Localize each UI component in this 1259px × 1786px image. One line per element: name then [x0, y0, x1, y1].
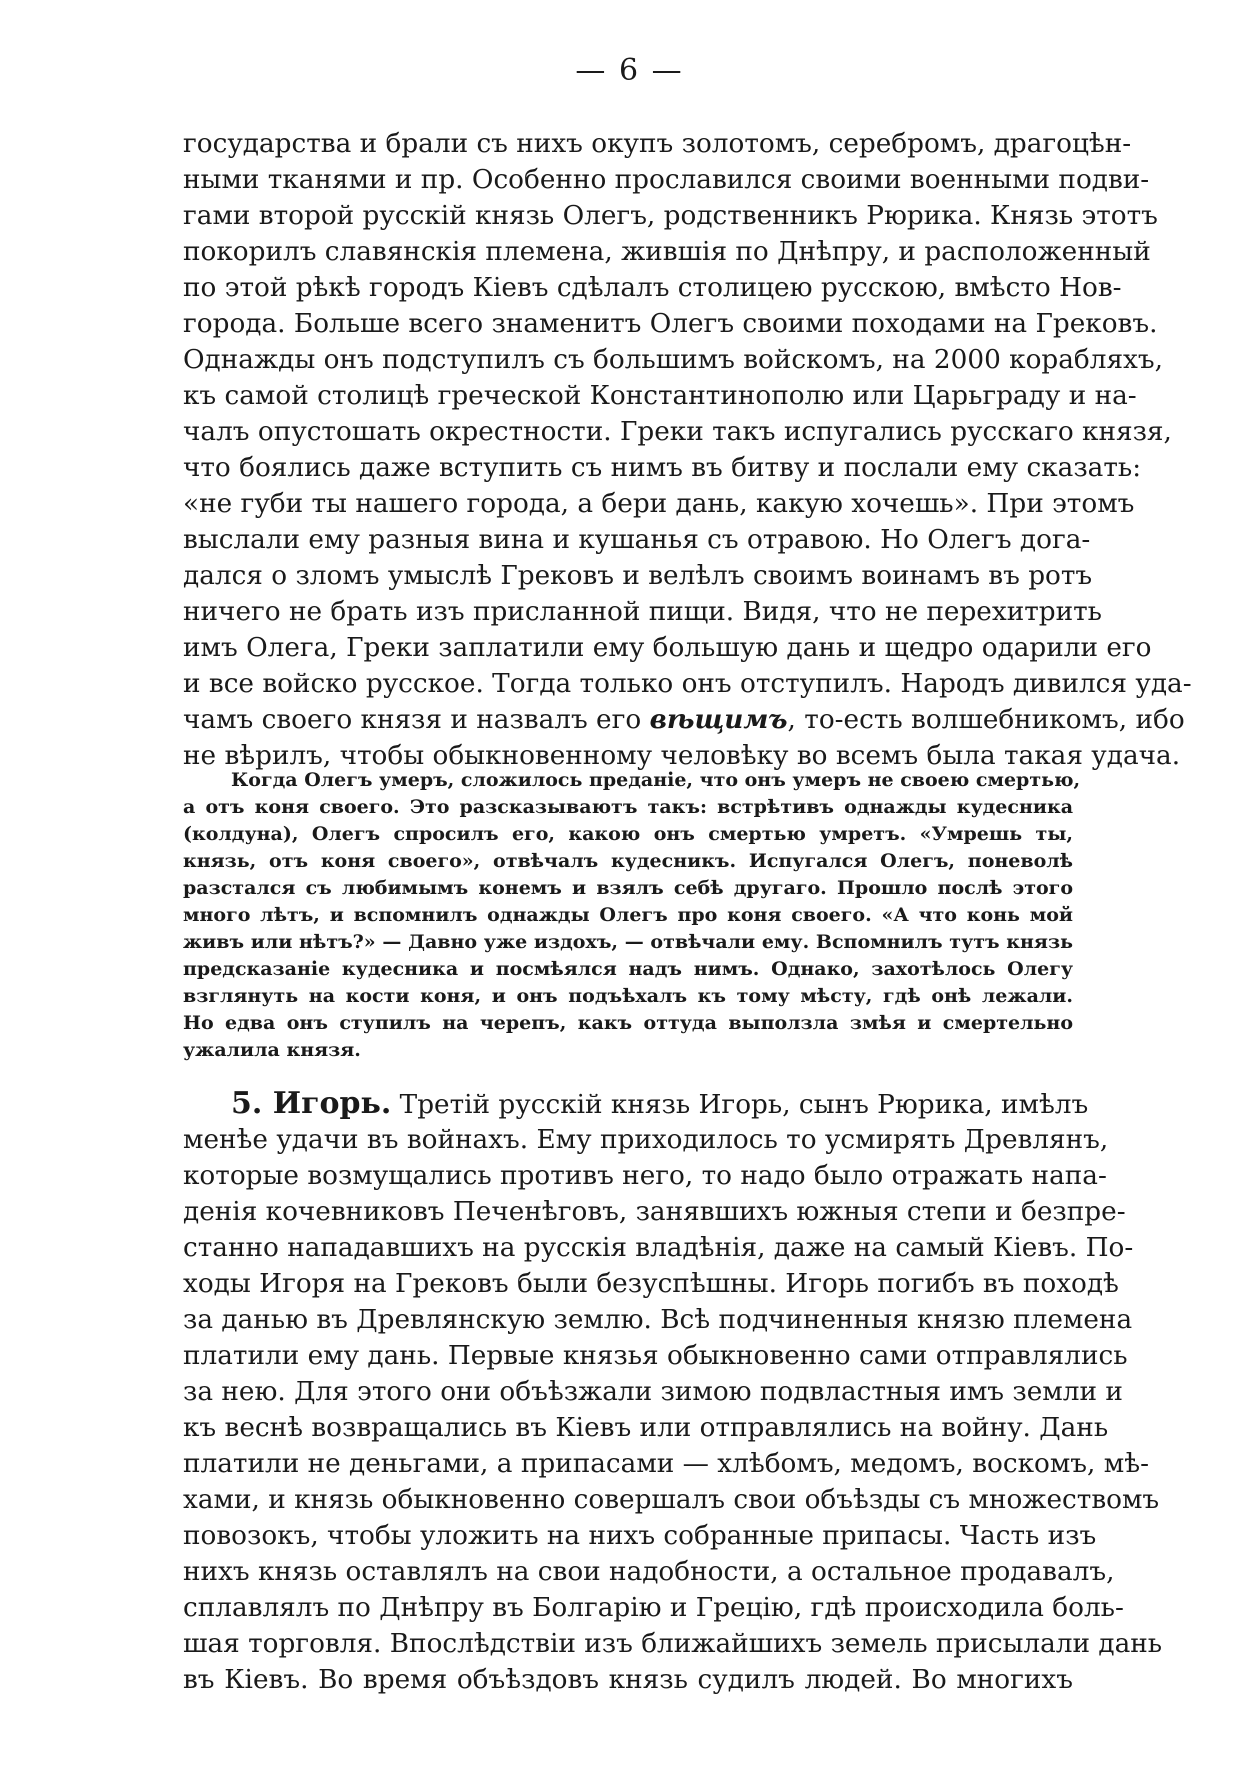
note-line: разстался съ любимымъ конемъ и взялъ себѣ другаго. Прошло послѣ этого — [183, 877, 1073, 899]
note-line: князь, отъ коня своего», отвѣчалъ кудесникъ. Испугался Олегъ, поневолѣ — [183, 850, 1073, 872]
text-line: покорилъ славянскія племена, жившія по Днѣпру, и расположенный — [183, 237, 1151, 267]
note-line: предсказаніе кудесника и посмѣялся надъ нимъ. Однако, захотѣлось Олегу — [183, 958, 1073, 980]
text-line: ничего не брать изъ присланной пищи. Видя, что не перехитрить — [183, 597, 1103, 627]
italic-term: вѣщимъ — [649, 704, 788, 735]
text-line: къ веснѣ возвращались въ Кіевъ или отправлялись на войну. Дань — [183, 1413, 1109, 1443]
text-line: ходы Игоря на Грековъ были безуспѣшны. Игорь погибъ въ походѣ — [183, 1269, 1119, 1299]
text-line: денія кочевниковъ Печенѣговъ, занявшихъ южныя степи и безпре- — [183, 1197, 1126, 1227]
text-line: къ самой столицѣ греческой Константинополю или Царьграду и на- — [183, 381, 1137, 411]
page-number: — 6 — — [575, 53, 684, 88]
text-line: государства и брали съ нихъ окупъ золотомъ, серебромъ, драгоцѣн- — [183, 129, 1132, 159]
text-run: чамъ своего князя и назвалъ его — [183, 705, 650, 735]
text-line: города. Больше всего знаменитъ Олегъ своими походами на Грековъ. — [183, 309, 1158, 339]
legend-note — [183, 767, 1081, 1064]
text-line: платили ему дань. Первые князья обыкновенно сами отправлялись — [183, 1341, 1128, 1371]
text-line: станно нападавшихъ на русскія владѣнія, даже на самый Кіевъ. По- — [183, 1233, 1134, 1263]
text-line: по этой рѣкѣ городъ Кіевъ сдѣлалъ столицею русскою, вмѣсто Нов- — [183, 273, 1122, 303]
note-line: (колдуна), Олегъ спросилъ его, какою онъ смертью умретъ. «Умрешь ты, — [183, 823, 1073, 845]
text-line: имъ Олега, Греки заплатили ему большую дань и щедро одарили его — [183, 633, 1152, 663]
text-line: въ Кіевъ. Во время объѣздовъ князь судилъ людей. Во многихъ — [183, 1665, 1073, 1695]
note-line: много лѣтъ, и вспомнилъ однажды Олегъ про коня своего. «А что конь мой — [183, 904, 1073, 926]
text-line: «не губи ты нашего города, а бери дань, какую хочешь». При этомъ — [183, 489, 1135, 519]
text-line: платили не деньгами, а припасами — хлѣбомъ, медомъ, воскомъ, мѣ- — [183, 1449, 1149, 1479]
text-line: шая торговля. Впослѣдствіи изъ ближайшихъ земель присылали дань — [183, 1629, 1163, 1659]
text-line: за данью въ Древлянскую землю. Всѣ подчиненныя князю племена — [183, 1305, 1133, 1335]
text-line — [183, 1086, 1089, 1122]
text-line: менѣе удачи въ войнахъ. Ему приходилось то усмирять Древлянъ, — [183, 1125, 1109, 1155]
igor-section — [183, 1086, 1163, 1698]
text-line: и все войско русское. Тогда только онъ отступилъ. Народъ дивился уда- — [183, 669, 1192, 699]
main-paragraph — [183, 126, 1192, 774]
text-line: гами второй русскій князь Олегъ, родственникъ Рюрика. Князь этотъ — [183, 201, 1158, 231]
text-line: дался о зломъ умыслѣ Грековъ и велѣлъ своимъ воинамъ въ ротъ — [183, 561, 1093, 591]
text-line — [183, 702, 1185, 738]
text-line: что боялись даже вступить съ нимъ въ битву и послали ему сказать: — [183, 453, 1142, 483]
note-line: взглянуть на кости коня, и онъ подъѣхалъ къ тому мѣсту, гдѣ онѣ лежали. — [183, 985, 1073, 1007]
text-line: которые возмущались противъ него, то надо было отражать напа- — [183, 1161, 1107, 1191]
note-line: ужалила князя. — [183, 1039, 361, 1061]
text-line: хами, и князь обыкновенно совершалъ свои объѣзды съ множествомъ — [183, 1485, 1160, 1515]
section-heading: 5. Игорь. — [231, 1086, 392, 1121]
text-line: не вѣрилъ, чтобы обыкновенному человѣку во всемъ была такая удача. — [183, 741, 1181, 771]
text-line: повозокъ, чтобы уложить на нихъ собранные припасы. Часть изъ — [183, 1521, 1097, 1551]
text-line: ными тканями и пр. Особенно прославился своими военными подви- — [183, 165, 1150, 195]
note-line: Когда Олегъ умеръ, сложилось преданіе, что онъ умеръ не своею смертью, — [231, 769, 1081, 791]
note-line: Но едва онъ ступилъ на черепъ, какъ оттуда выползла змѣя и смертельно — [183, 1012, 1073, 1034]
note-line: а отъ коня своего. Это разсказываютъ такъ: встрѣтивъ однажды кудесника — [183, 796, 1073, 818]
text-run: Третій русскій князь Игорь, сынъ Рюрика, имѣлъ — [391, 1090, 1089, 1120]
text-line: Однажды онъ подступилъ съ большимъ войскомъ, на 2000 корабляхъ, — [183, 345, 1163, 375]
text-line: чалъ опустошать окрестности. Греки такъ испугались русскаго князя, — [183, 417, 1172, 447]
text-line: выслали ему разныя вина и кушанья съ отравою. Но Олегъ дога- — [183, 525, 1091, 555]
text-line: нихъ князь оставлялъ на свои надобности, а остальное продавалъ, — [183, 1557, 1115, 1587]
text-run: , то-есть волшебникомъ, ибо — [787, 705, 1185, 735]
text-line: сплавлялъ по Днѣпру въ Болгарію и Грецію, гдѣ происходила боль- — [183, 1593, 1124, 1623]
text-line: за нею. Для этого они объѣзжали зимою подвластныя имъ земли и — [183, 1377, 1123, 1407]
note-line: живъ или нѣтъ?» — Давно уже издохъ, — отвѣчали ему. Вспомнилъ тутъ князь — [183, 931, 1073, 953]
